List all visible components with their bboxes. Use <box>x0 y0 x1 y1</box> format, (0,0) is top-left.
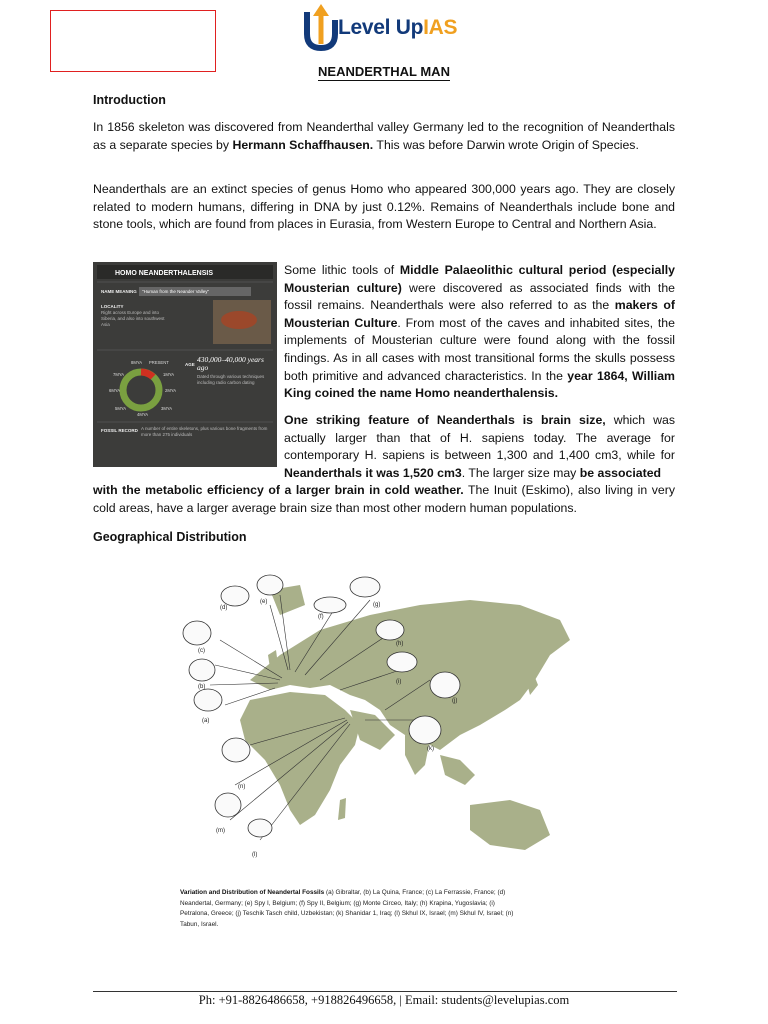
fossil-record-label: FOSSIL RECORD <box>101 428 138 433</box>
locality-value: Right across Europe and into Siberia, and also into southwest Asia <box>101 310 165 327</box>
ring-label-2mya: 2MYA <box>165 388 177 393</box>
skull-e <box>257 575 283 595</box>
p4-text-a: One striking feature of Neanderthals is brain size, <box>284 413 606 427</box>
ring-label-present: PRESENT <box>149 360 169 365</box>
madagascar-landmass <box>338 798 346 820</box>
p3-text-b: Middle Palaeolithic cultural period (especially Mousterian culture) <box>284 263 676 295</box>
locality-label: LOCALITY <box>101 304 124 309</box>
ring-label-8mya: 8MYA <box>131 360 143 365</box>
skull-l <box>248 819 272 837</box>
caption-bold: Variation and Distribution of Neandertal Fossils <box>180 889 325 896</box>
p4f-text-b: The Inuit (Eskimo), also living in very cold areas, have a larger average brain size than most other modern human populations. <box>93 483 675 515</box>
skull-label-h: (h) <box>396 641 404 647</box>
ring-label-3mya: 3MYA <box>161 406 173 411</box>
p3-text-e: . From most of the caves and inhabited sites, the implements of Mousterian culture were found along with the fossil findings. As in all cases with most transitional forms the skulls possess both primitive and advanced characteristics. In the <box>284 315 675 383</box>
skull-label-c: (c) <box>198 648 205 654</box>
skull-label-e: (e) <box>260 599 268 605</box>
skull-label-i: (i) <box>396 679 402 685</box>
p3-text-a: Some lithic tools of <box>284 263 400 277</box>
p4-text-d: . The larger size may <box>461 465 580 480</box>
p4-text-c: Neanderthals it was 1,520 cm3 <box>284 465 462 480</box>
skull-b <box>189 659 215 681</box>
caption-rest: (a) Gibraltar, (b) La Quina, France; (c) La Ferrassie, France; (d) Neandertal, Germany; (e) Spy I, Belgium; (f) Spy II, Belgium; (g) Monte Circeo, Italy; (h) Krapina, Yugoslavia; (i) Petralona, Greece; (j) Teschik Tasch child, Uzbekistan; (k) Shanidar 1, Iraq; (l) Skhul IX, Israel; (m) Skhul IV, Israel; (n) Tabun, Israel. <box>180 889 514 928</box>
skull-c <box>183 621 211 645</box>
skull-n-upper <box>222 738 250 762</box>
intro-paragraph-1 <box>93 119 675 154</box>
footer-divider <box>93 991 677 992</box>
skull-h <box>376 620 404 640</box>
age-note: Dated through various techniques including radio carbon dating <box>197 374 265 385</box>
skull-label-a: (a) <box>202 718 210 724</box>
lithic-tools-paragraph <box>284 262 675 403</box>
skull-k <box>409 716 441 744</box>
p1-text-c: This was before Darwin wrote Origin of Species. <box>373 137 639 152</box>
australia-landmass <box>470 800 550 850</box>
p4f-text-a: with the metabolic efficiency of a larger brain in cold weather. <box>93 483 464 497</box>
footer-contact: Ph: +91-8826486658, +918826496658, | Email: students@levelupias.com <box>198 993 570 1007</box>
skull-label-f: (f) <box>318 614 324 620</box>
brain-size-paragraph-continued <box>93 482 675 517</box>
logo-text <box>338 16 457 40</box>
p3-text-c: were discovered as associated finds with the fossil remains. Neanderthals were also referred to as the <box>284 280 675 313</box>
skull-j <box>430 672 460 698</box>
p4-text-b: which was actually larger than that of H. sapiens today. The average for contemporary H. sapiens is between 1,300 and 1,400 cm3, while for <box>284 413 675 463</box>
skull-g <box>350 577 380 597</box>
name-meaning-value: "Human from the Neander Valley" <box>142 289 210 294</box>
homo-neanderthalensis-card <box>93 262 277 467</box>
p4-text-e: be associated <box>579 465 662 480</box>
ring-label-7mya: 7MYA <box>113 372 125 377</box>
skull-f <box>314 597 346 613</box>
p3-text-d: makers of Mousterian Culture <box>284 298 675 330</box>
intro-paragraph-2: Neanderthals are an extinct species of genus Homo who appeared 300,000 years ago. They are closely related to modern humans, differing in DNA by just 0.12%. Remains of Neanderthals include bone and stone tools, which are found from places in Eurasia, from Western Europe to Central and Northern Asia. <box>93 182 675 232</box>
skull-label-g: (g) <box>373 602 381 608</box>
skull-label-d: (d) <box>220 605 228 611</box>
p3-text-f: year 1864, William King coined the name Homo neanderthalensis. <box>284 368 675 401</box>
p1-text-b: Hermann Schaffhausen. <box>232 137 374 152</box>
ring-label-4mya: 4MYA <box>137 412 149 417</box>
skull-m <box>215 793 241 817</box>
page-title <box>0 64 768 79</box>
skull-label-b: (b) <box>198 684 206 690</box>
ring-label-5mya: 5MYA <box>115 406 127 411</box>
card-graphic <box>93 262 277 467</box>
logo-text-accent: IAS <box>423 16 458 39</box>
logo-text-main: Level Up <box>338 16 424 39</box>
name-meaning-label: NAME MEANING <box>101 289 137 294</box>
skull-i <box>387 652 417 672</box>
page-title-text: NEANDERTHAL MAN <box>318 64 450 79</box>
card-title: HOMO NEANDERTHALENSIS <box>115 270 214 277</box>
geographical-distribution-heading: Geographical Distribution <box>93 530 247 544</box>
ring-label-1mya: 1MYA <box>163 372 175 377</box>
skull-label-k: (k) <box>427 746 434 752</box>
skull-d <box>221 586 249 606</box>
map-caption <box>180 888 520 930</box>
fossil-record-value: A number of entire skeletons, plus various bone fragments from more than 275 individuals <box>141 426 268 437</box>
skull-label-l: (l) <box>252 852 258 858</box>
p1-text-a: In 1856 skeleton was discovered from Neanderthal valley Germany led to the recognition of Neanderthals as a separate species by <box>93 120 675 152</box>
ring-label-6mya: 6MYA <box>109 388 121 393</box>
skull-a <box>194 689 222 711</box>
skull-label-j: (j) <box>452 698 458 704</box>
introduction-heading: Introduction <box>93 93 166 107</box>
brain-size-paragraph <box>284 412 675 482</box>
skull-label-m: (m) <box>216 828 225 834</box>
southeast-asia-landmass <box>440 755 475 785</box>
red-placeholder-box <box>50 10 216 72</box>
skull-label-n: (n) <box>238 784 246 790</box>
age-label: AGE <box>185 362 195 367</box>
age-value: 430,000–40,000 years ago <box>197 356 264 372</box>
neanderthal-fossil-distribution-map <box>140 560 600 880</box>
